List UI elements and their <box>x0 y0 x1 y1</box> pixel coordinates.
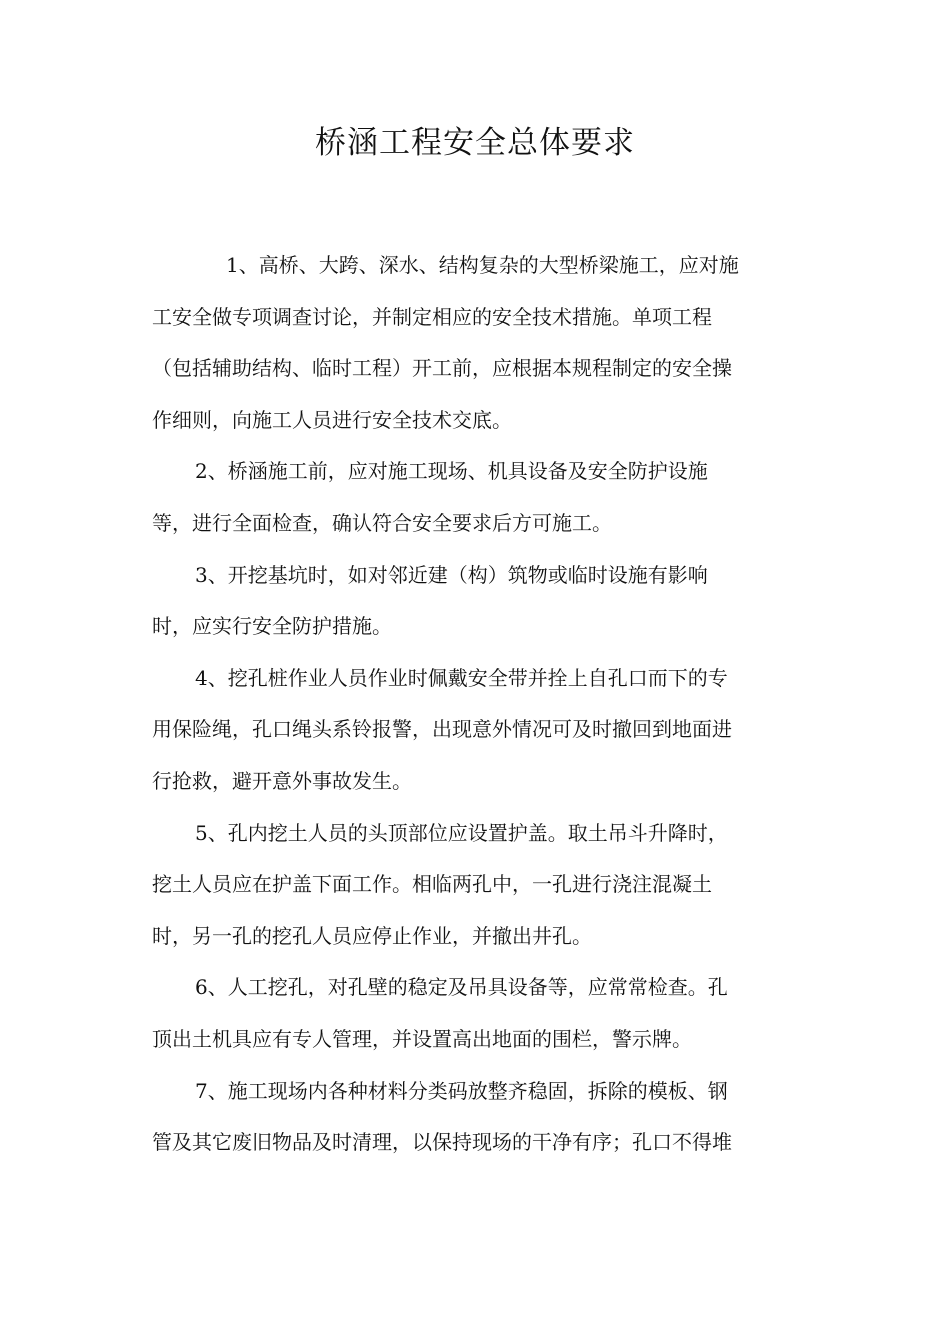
document-title: 桥涵工程安全总体要求 <box>315 125 635 161</box>
paragraph-6-line-1: 6、人工挖孔，对孔壁的稳定及吊具设备等，应常常检查。孔 <box>195 975 728 1000</box>
paragraph-7-line-2: 管及其它废旧物品及时清理，以保持现场的干净有序；孔口不得堆 <box>152 1130 732 1155</box>
document-body <box>152 240 812 1169</box>
paragraph-3-line-1: 3、开挖基坑时，如对邻近建（构）筑物或临时设施有影响 <box>195 562 708 587</box>
paragraph-4-line-2: 用保险绳，孔口绳头系铃报警，出现意外情况可及时撤回到地面进 <box>152 717 732 742</box>
paragraph-2-line-2: 等，进行全面检查，确认符合安全要求后方可施工。 <box>152 510 612 535</box>
paragraph-1-line-3: （包括辅助结构、临时工程）开工前，应根据本规程制定的安全操 <box>152 356 732 381</box>
paragraph-7-line-1: 7、施工现场内各种材料分类码放整齐稳固，拆除的模板、钢 <box>195 1078 728 1103</box>
paragraph-1-line-2: 工安全做专项调查讨论，并制定相应的安全技术措施。单项工程 <box>152 304 712 329</box>
paragraph-4-line-3: 行抢救，避开意外事故发生。 <box>152 768 412 793</box>
paragraph-5-line-3: 时，另一孔的挖孔人员应停止作业，并撤出井孔。 <box>152 923 592 948</box>
paragraph-5-line-1: 5、孔内挖土人员的头顶部位应设置护盖。取土吊斗升降时， <box>195 820 728 845</box>
paragraph-4-line-1: 4、挖孔桩作业人员作业时佩戴安全带并拴上自孔口而下的专 <box>195 665 728 690</box>
paragraph-1-line-4: 作细则，向施工人员进行安全技术交底。 <box>152 407 512 432</box>
paragraph-6-line-2: 顶出土机具应有专人管理，并设置高出地面的围栏，警示牌。 <box>152 1026 692 1051</box>
paragraph-2-line-1: 2、桥涵施工前，应对施工现场、机具设备及安全防护设施 <box>195 459 708 484</box>
paragraph-3-line-2: 时，应实行安全防护措施。 <box>152 614 392 639</box>
paragraph-1-line-1: 1、高桥、大跨、深水、结构复杂的大型桥梁施工，应对施 <box>226 253 739 277</box>
paragraph-5-line-2: 挖土人员应在护盖下面工作。相临两孔中，一孔进行浇注混凝土 <box>152 872 712 897</box>
